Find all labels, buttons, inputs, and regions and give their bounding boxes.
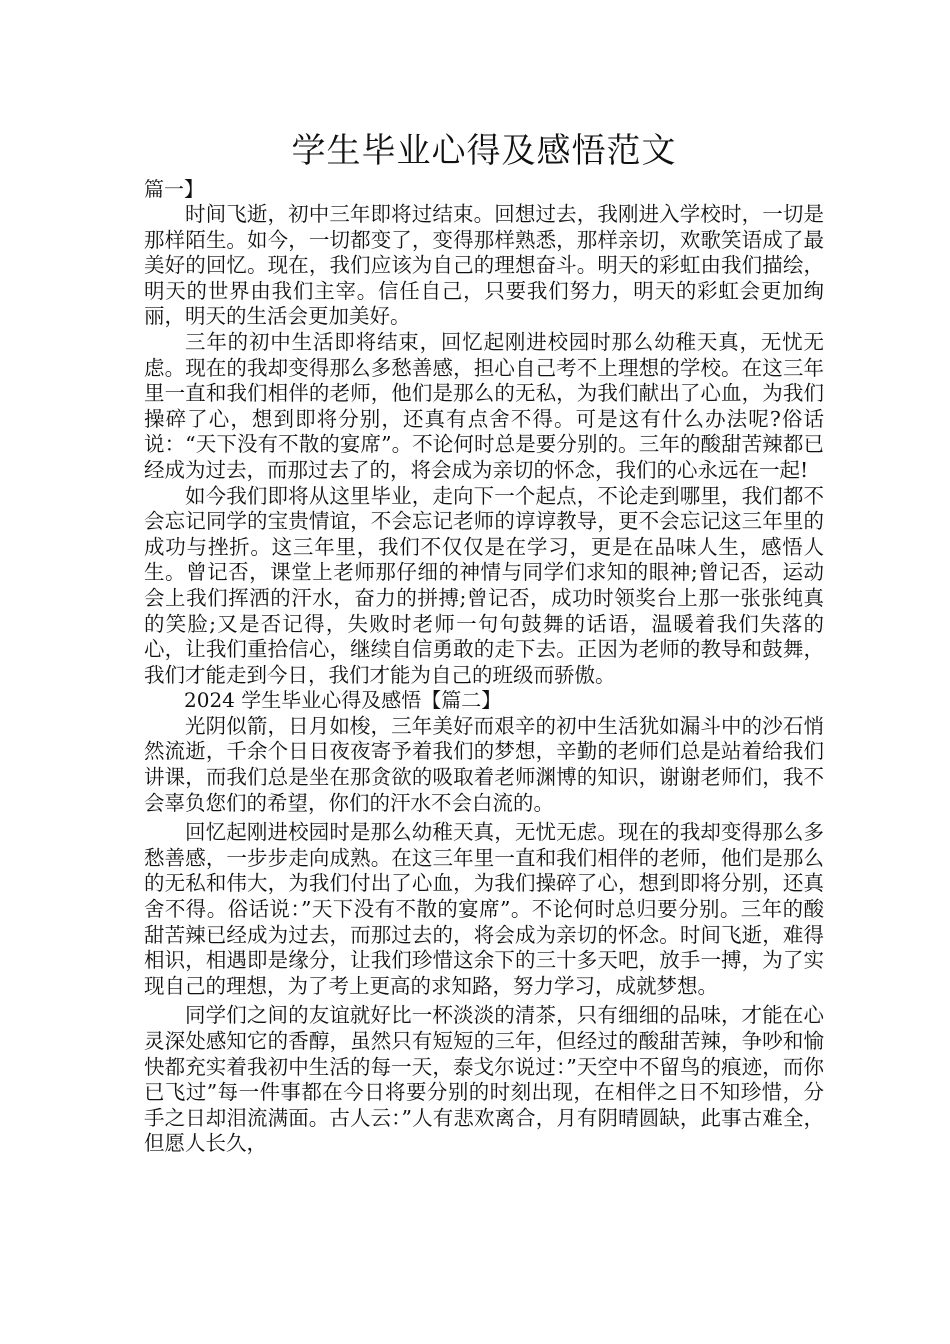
section2-heading: 2024 学生毕业心得及感悟【篇二】 [184, 688, 502, 713]
section2-paragraph-3: 同学们之间的友谊就好比一杯淡淡的清茶，只有细细的品味，才能在心灵深处感知它的香醇，虽然只有短短的三年，但经过的酸甜苦辣，争吵和愉快都充实着我初中生活的每一天，泰戈尔说过：”天空中不留鸟的痕迹，而你已飞过”每一件事都在今日将要分别的时刻出现，在相伴之日不知珍惜，分手之日却泪流满面。古人云：”人有悲欢离合，月有阴晴圆缺，此事古难全，但愿人长久， [144, 1003, 824, 1156]
document-title: 学生毕业心得及感悟范文 [291, 131, 677, 171]
section2-paragraph-1: 光阴似箭，日月如梭，三年美好而艰辛的初中生活犹如漏斗中的沙石悄然流逝，千余个日日夜夜寄予着我们的梦想，辛勤的老师们总是站着给我们讲课，而我们总是坐在那贪欲的吸取着老师渊博的知识，谢谢老师们，我不会辜负您们的希望，你们的汗水不会白流的。 [144, 713, 824, 815]
section2-paragraph-2: 回忆起刚进校园时是那么幼稚天真，无忧无虑。现在的我却变得那么多愁善感，一步步走向成熟。在这三年里一直和我们相伴的老师，他们是那么的无私和伟大，为我们付出了心血，为我们操碎了心，想到即将分别，还真舍不得。俗话说：”天下没有不散的宴席”。不论何时总归要分别。三年的酸甜苦辣已经成为过去，而那过去的，将会成为亲切的怀念。时间飞逝，难得相识，相遇即是缘分，让我们珍惜这余下的三十多天吧，放手一搏，为了实现自己的理想，为了考上更高的求知路，努力学习，成就梦想。 [144, 820, 824, 998]
section1-paragraph-1: 时间飞逝，初中三年即将过结束。回想过去，我刚进入学校时，一切是那样陌生。如今，一切都变了，变得那样熟悉，那样亲切，欢歌笑语成了最美好的回忆。现在，我们应该为自己的理想奋斗。明天的彩虹由我们描绘，明天的世界由我们主宰。信任自己，只要我们努力，明天的彩虹会更加绚丽，明天的生活会更加美好。 [144, 202, 824, 329]
section1-paragraph-3: 如今我们即将从这里毕业，走向下一个起点，不论走到哪里，我们都不会忘记同学的宝贵情谊，不会忘记老师的谆谆教导，更不会忘记这三年里的成功与挫折。这三年里，我们不仅仅是在学习，更是在品味人生，感悟人生。曾记否，课堂上老师那仔细的神情与同学们求知的眼神;曾记否，运动会上我们挥洒的汗水，奋力的拼搏;曾记否，成功时领奖台上那一张张纯真的笑脸;又是否记得，失败时老师一句句鼓舞的话语，温暖着我们失落的心，让我们重拾信心，继续自信勇敢的走下去。正因为老师的教导和鼓舞，我们才能走到今日，我们才能为自己的班级而骄傲。 [144, 483, 824, 687]
document-page [144, 128, 824, 1157]
section1-paragraph-2: 三年的初中生活即将结束，回忆起刚进校园时那么幼稚天真，无忧无虑。现在的我却变得那么多愁善感，担心自己考不上理想的学校。在这三年里一直和我们相伴的老师，他们是那么的无私，为我们献出了心血，为我们操碎了心，想到即将分别，还真有点舍不得。可是这有什么办法呢?俗话说：“天下没有不散的宴席”。不论何时总是要分别的。三年的酸甜苦辣都已经成为过去，而那过去了的，将会成为亲切的怀念，我们的心永远在一起! [144, 329, 824, 482]
section1-label: 篇一】 [144, 177, 204, 201]
